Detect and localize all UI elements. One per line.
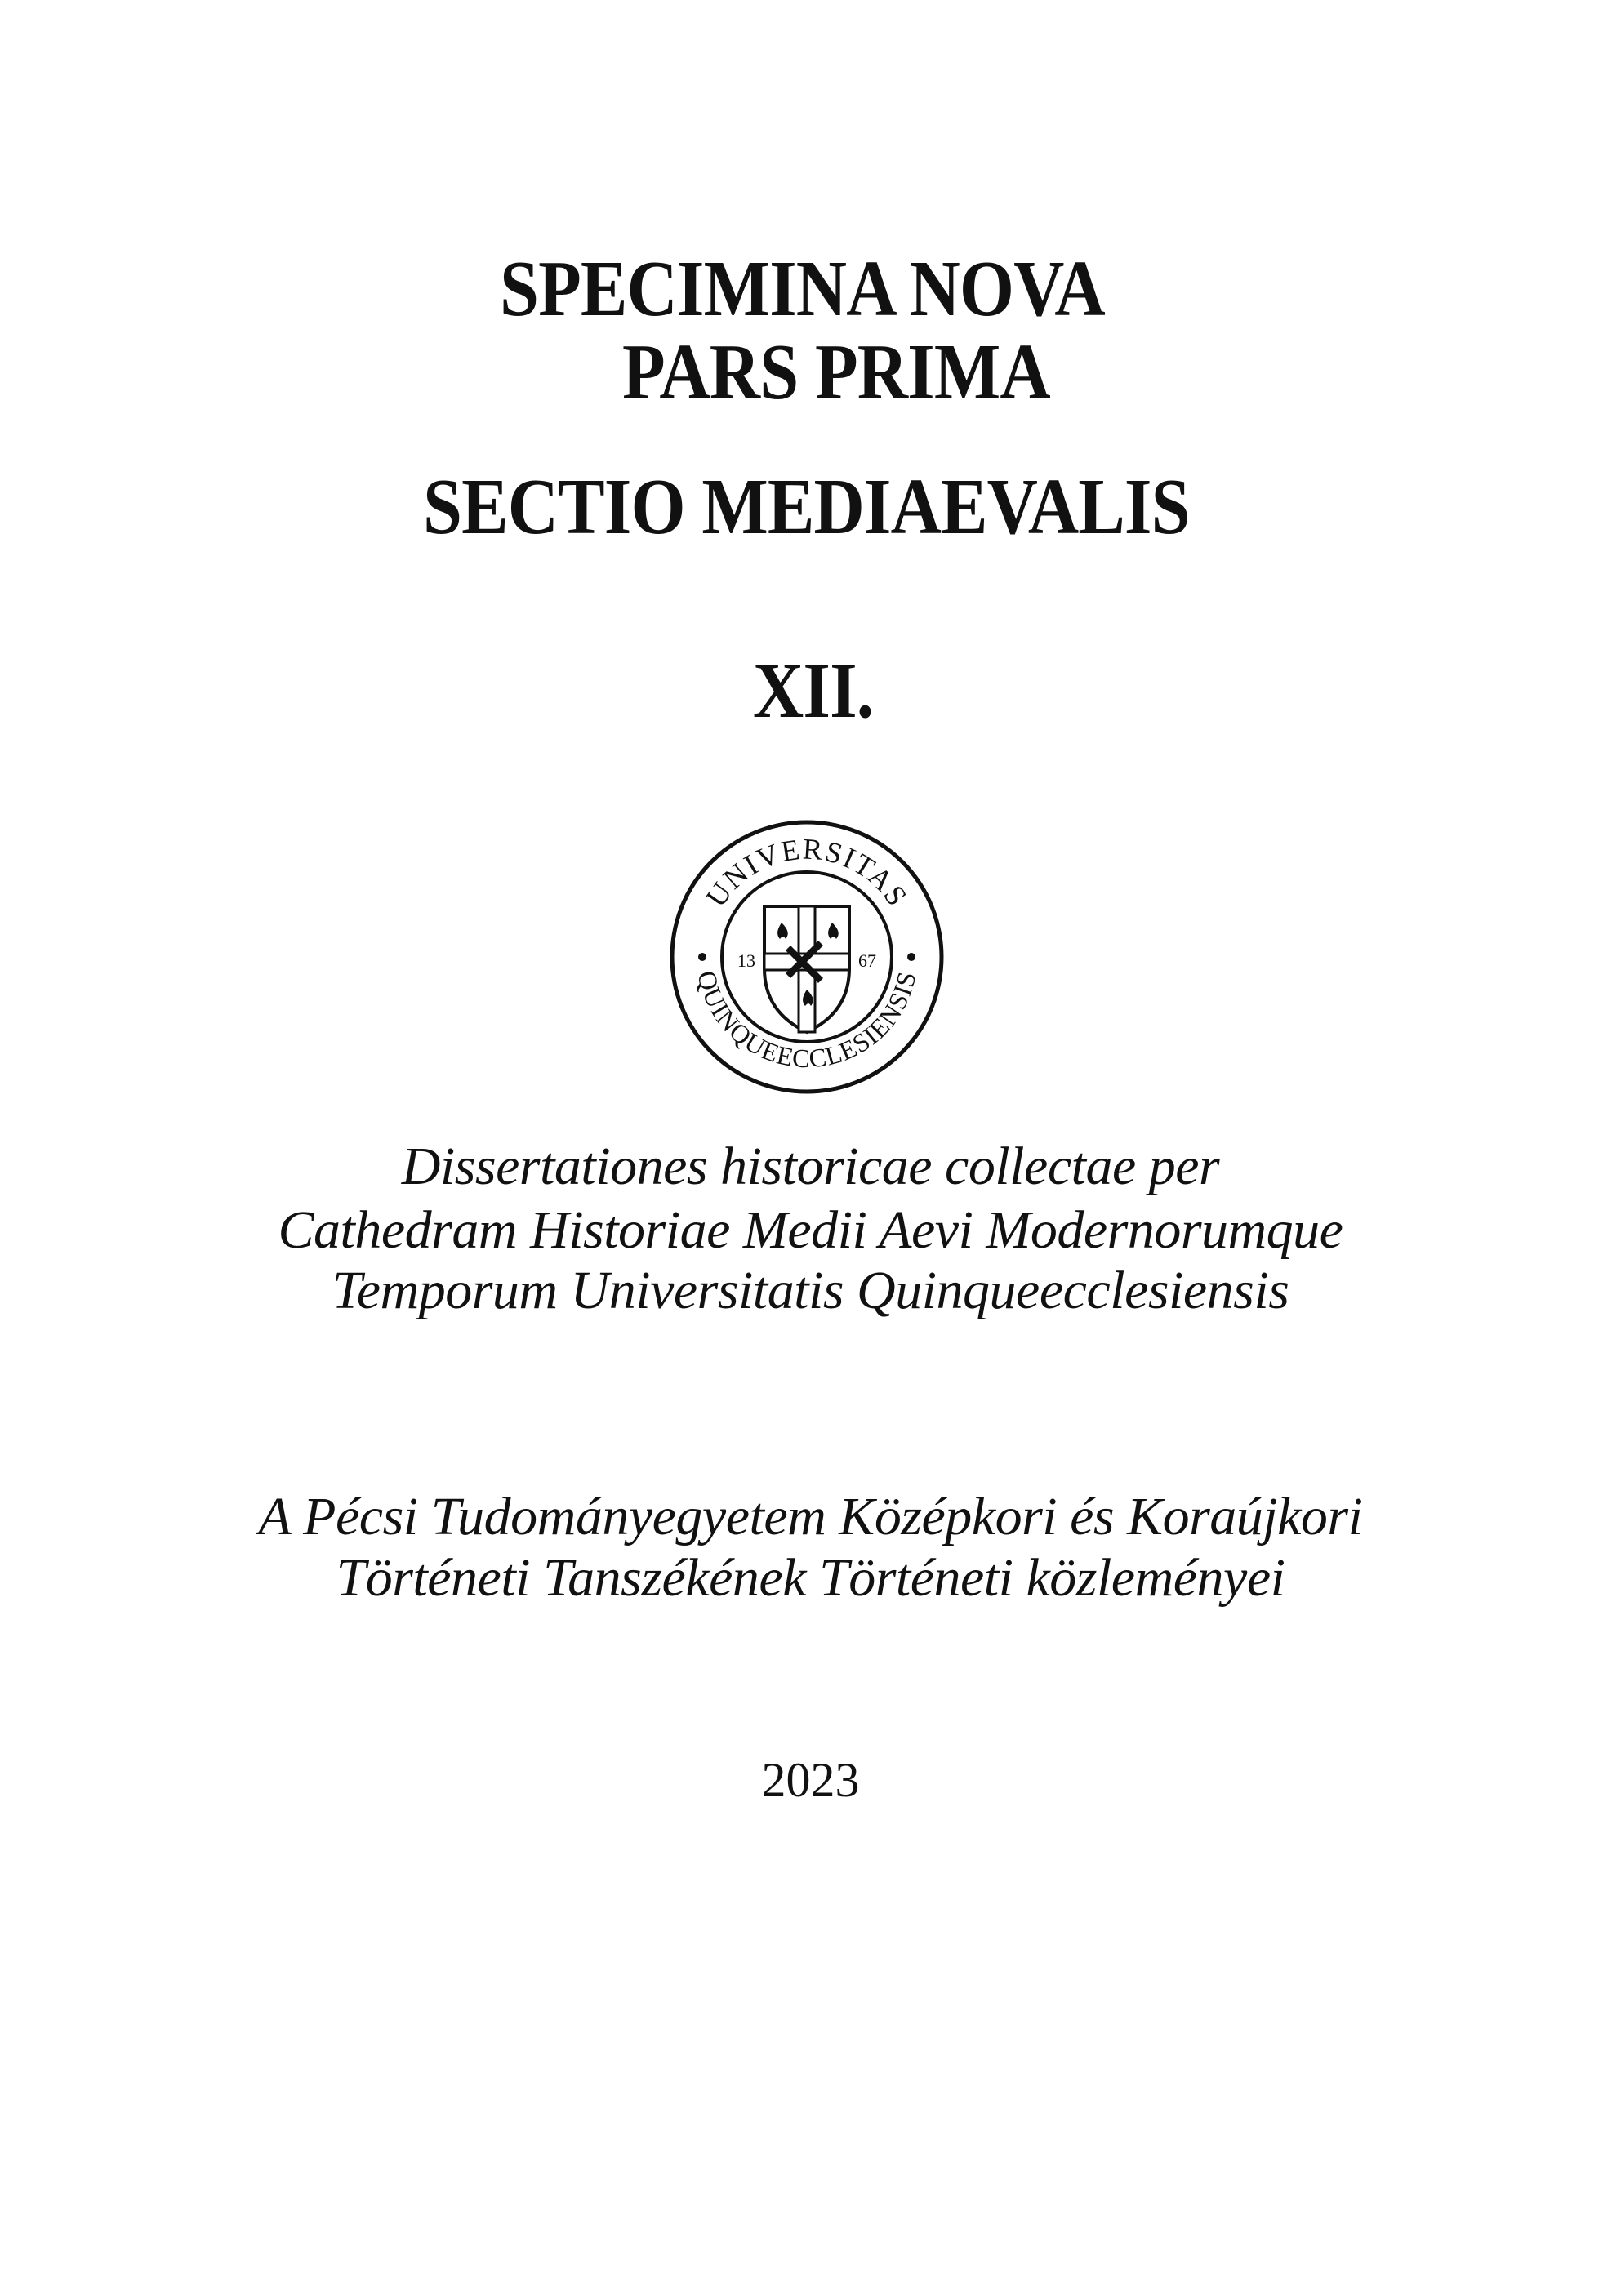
seal-year-left: 13: [737, 950, 755, 971]
series-title-line-2: PARS PRIMA: [622, 328, 1050, 416]
seal-year-right: 67: [858, 950, 876, 971]
seal-bottom-text: QUINQUEECCLESIENSIS: [692, 968, 922, 1074]
seal-top-text: UNIVERSITAS: [699, 832, 915, 913]
publication-year: 2023: [761, 1753, 860, 1807]
latin-description-line-3: Temporum Universitatis Quinqueecclesiensis: [332, 1261, 1289, 1320]
volume-number: XII.: [753, 647, 874, 735]
series-title-line-1: SPECIMINA NOVA: [500, 245, 1105, 333]
latin-description-line-1: Dissertationes historicae collectae per: [401, 1137, 1220, 1196]
hungarian-description-line-1: A Pécsi Tudományegyetem Középkori és Koraújkori: [258, 1487, 1363, 1546]
hungarian-description-line-2: Történeti Tanszékének Történeti közleményei: [336, 1548, 1285, 1608]
section-title: SECTIO MEDIAEVALIS: [423, 463, 1190, 551]
university-seal-icon: [668, 818, 946, 1096]
latin-description-line-2: Cathedram Historiae Medii Aevi Modernorumque: [278, 1200, 1343, 1260]
